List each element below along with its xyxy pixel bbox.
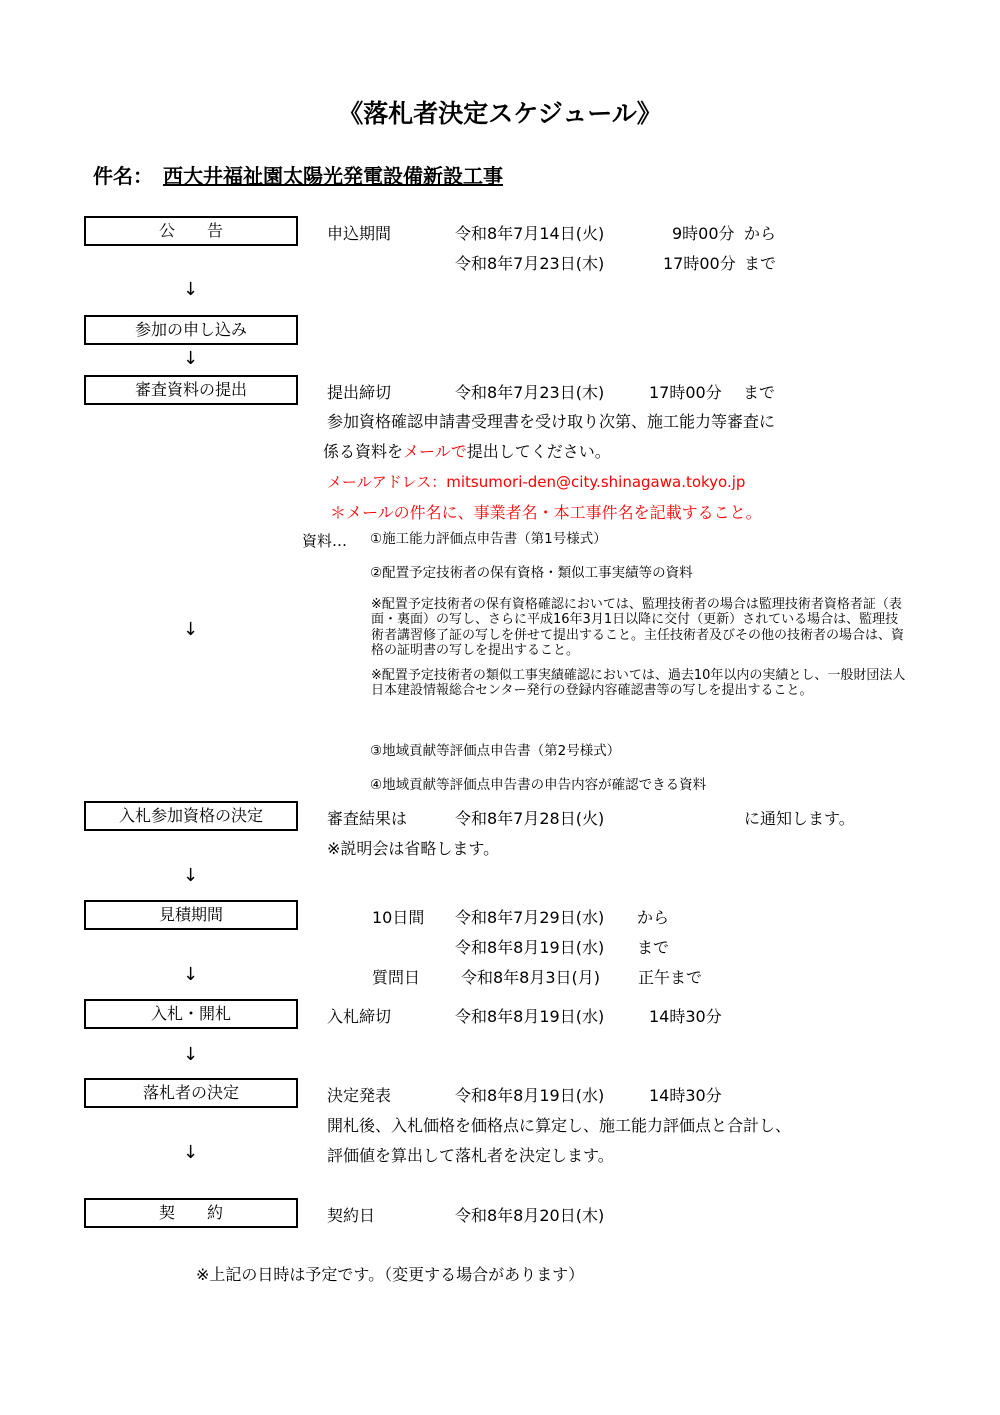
rakusatsu-line2: 評価値を算出して落札者を決定します。 xyxy=(327,1146,614,1165)
nyusatsu-label: 入札締切 xyxy=(327,1007,392,1026)
shinsa-email: メールアドレス：mitsumori-den@city.shinagawa.tokyo.jp xyxy=(327,473,746,491)
mitsumori-end-suffix: まで xyxy=(637,938,670,957)
flow-arrow-3: ↓ xyxy=(183,619,199,640)
flow-arrow-6: ↓ xyxy=(183,1044,199,1065)
mitsumori-end-date: 令和8年8月19日(水) xyxy=(455,938,605,957)
step-box-kokoku: 公 告 xyxy=(84,216,298,246)
kokoku-start-suffix: から xyxy=(744,224,777,243)
subject-line xyxy=(93,160,503,189)
kokoku-end-date: 令和8年7月23日(木) xyxy=(455,254,605,273)
rakusatsu-time: 14時30分 xyxy=(649,1086,722,1105)
shinsa-line1: 参加資格確認申請書受理書を受け取り次第、施工能力等審査に xyxy=(327,412,776,431)
nyusatsu-time: 14時30分 xyxy=(649,1007,722,1026)
kokoku-start-time: 9時00分 xyxy=(672,224,735,243)
flow-arrow-2: ↓ xyxy=(183,348,199,369)
shinsa-docs-label: 資料… xyxy=(302,532,348,550)
flow-arrow-5: ↓ xyxy=(183,964,199,985)
shinsa-note2: ※配置予定技術者の類似工事実績確認においては、過去10年以内の実績とし、一般財団法人日本建設情報総合センター発行の登録内容確認書等の写しを提出すること。 xyxy=(371,668,906,699)
shikaku-suffix: に通知します。 xyxy=(744,809,855,828)
mitsumori-question-label: 質問日 xyxy=(372,968,421,987)
shinsa-doc2: ②配置予定技術者の保有資格・類似工事実績等の資料 xyxy=(370,565,693,581)
keiyaku-date: 令和8年8月20日(木) xyxy=(455,1206,605,1225)
shinsa-doc4: ④地域貢献等評価点申告書の申告内容が確認できる資料 xyxy=(370,777,707,793)
shinsa-line2-a: 係る資料を xyxy=(323,442,404,461)
rakusatsu-date: 令和8年8月19日(水) xyxy=(455,1086,605,1105)
step-box-sanka: 参加の申し込み xyxy=(84,315,298,345)
kokoku-start-date: 令和8年7月14日(火) xyxy=(455,224,605,243)
shinsa-line2-b: 提出してください。 xyxy=(466,442,611,461)
step-box-keiyaku: 契 約 xyxy=(84,1198,298,1228)
nyusatsu-date: 令和8年8月19日(水) xyxy=(455,1007,605,1026)
footer-note: ※上記の日時は予定です。（変更する場合があります） xyxy=(196,1265,585,1284)
shikaku-label: 審査結果は xyxy=(327,809,408,828)
shikaku-note: ※説明会は省略します。 xyxy=(327,839,500,858)
rakusatsu-label: 決定発表 xyxy=(327,1086,392,1105)
mitsumori-start-suffix: から xyxy=(637,908,670,927)
mitsumori-question-suffix: 正午まで xyxy=(638,968,703,987)
mitsumori-days: 10日間 xyxy=(372,908,425,927)
mitsumori-question-date: 令和8年8月3日(月) xyxy=(461,968,601,987)
kokoku-end-time: 17時00分 xyxy=(663,254,736,273)
subject-label: 件名： xyxy=(93,164,153,188)
step-box-shinsa: 審査資料の提出 xyxy=(84,375,298,405)
subject-name: 西大井福祉園太陽光発電設備新設工事 xyxy=(163,164,503,188)
mitsumori-start-date: 令和8年7月29日(水) xyxy=(455,908,605,927)
flow-arrow-1: ↓ xyxy=(183,279,199,300)
shinsa-deadline-label: 提出締切 xyxy=(327,383,392,402)
shikaku-date: 令和8年7月28日(火) xyxy=(455,809,605,828)
step-box-kettei-shikaku: 入札参加資格の決定 xyxy=(84,801,298,831)
shinsa-email-note: ＊メールの件名に、事業者名・本工事件名を記載すること。 xyxy=(330,503,762,522)
kokoku-end-suffix: まで xyxy=(744,254,777,273)
shinsa-deadline-suffix: まで xyxy=(743,383,776,402)
shinsa-line2-red: メールで xyxy=(403,442,467,461)
shinsa-line2 xyxy=(323,439,611,462)
step-box-mitsumori: 見積期間 xyxy=(84,900,298,930)
shinsa-doc1: ①施工能力評価点申告書（第1号様式） xyxy=(370,531,607,547)
flow-arrow-7: ↓ xyxy=(183,1142,199,1163)
shinsa-deadline-date: 令和8年7月23日(木) xyxy=(455,383,605,402)
flow-arrow-4: ↓ xyxy=(183,865,199,886)
shinsa-doc3: ③地域貢献等評価点申告書（第2号様式） xyxy=(370,743,621,759)
rakusatsu-line1: 開札後、入札価格を価格点に算定し、施工能力評価点と合計し、 xyxy=(327,1116,792,1135)
shinsa-deadline-time: 17時00分 xyxy=(649,383,722,402)
kokoku-period-label: 申込期間 xyxy=(327,224,392,243)
keiyaku-label: 契約日 xyxy=(327,1206,376,1225)
step-box-rakusatsu: 落札者の決定 xyxy=(84,1078,298,1108)
step-box-nyusatsu: 入札・開札 xyxy=(84,999,298,1029)
shinsa-note1: ※配置予定技術者の保有資格確認においては、監理技術者の場合は監理技術者資格者証（表面・裏面）の写し、さらに平成16年3月1日以降に交付（更新）されている場合は、監理技術者講習修了証の写しを併せて提出すること。主任技術者及びその他の技術者の場合は、資格の証明書の写しを提出すること。 xyxy=(371,597,905,659)
page-title: 《落札者決定スケジュール》 xyxy=(338,99,662,128)
